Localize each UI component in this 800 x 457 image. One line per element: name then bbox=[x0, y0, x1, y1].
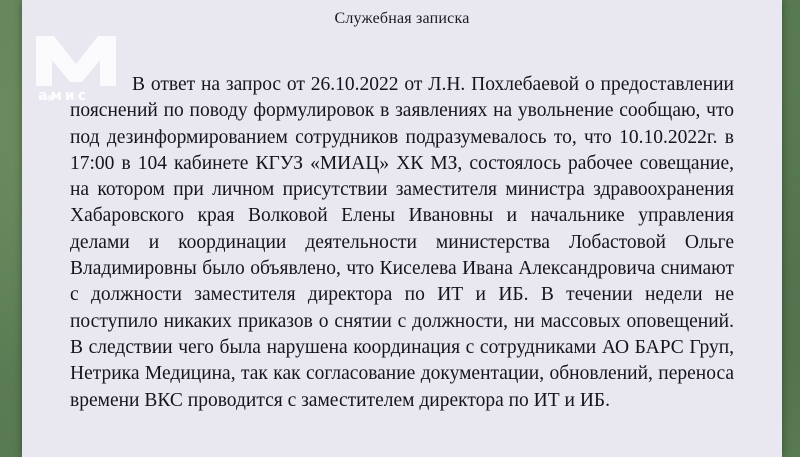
document-body: В ответ на запрос от 26.10.2022 от Л.Н. Похлебаевой о предоставлении пояснений по поводу формулировок в заявлениях на увольнение сообщаю, что под дезинформированием сотрудников подразумевалось то, что 10.10.2022г. в 17:00 в 104 кабинете КГУЗ «МИАЦ» ХК МЗ, состоялось рабочее совещание, на котором при личном присутствии заместителя министра здравоохранения Хабаровского края Волковой Елены Ивановны и начальнике управления делами и координации деятельности министерства Лобастовой Ольге Владимировны было объявлено, что Киселева Ивана Александровича снимают с должности заместителя директора по ИТ и ИБ. В течении недели не поступило никаких приказов о снятии с должности, ни массовых оповещений. В следствии чего была нарушена координация с сотрудниками АО БАРС Груп, Нетрика Медицина, так как согласование документации, обновлений, переноса времени ВКС проводится с заместителем директора по ИТ и ИБ. bbox=[70, 74, 734, 411]
memo-page bbox=[22, 0, 782, 457]
watermark-logo-text: амис bbox=[38, 88, 89, 104]
document-title: Служебная записка bbox=[334, 10, 470, 27]
